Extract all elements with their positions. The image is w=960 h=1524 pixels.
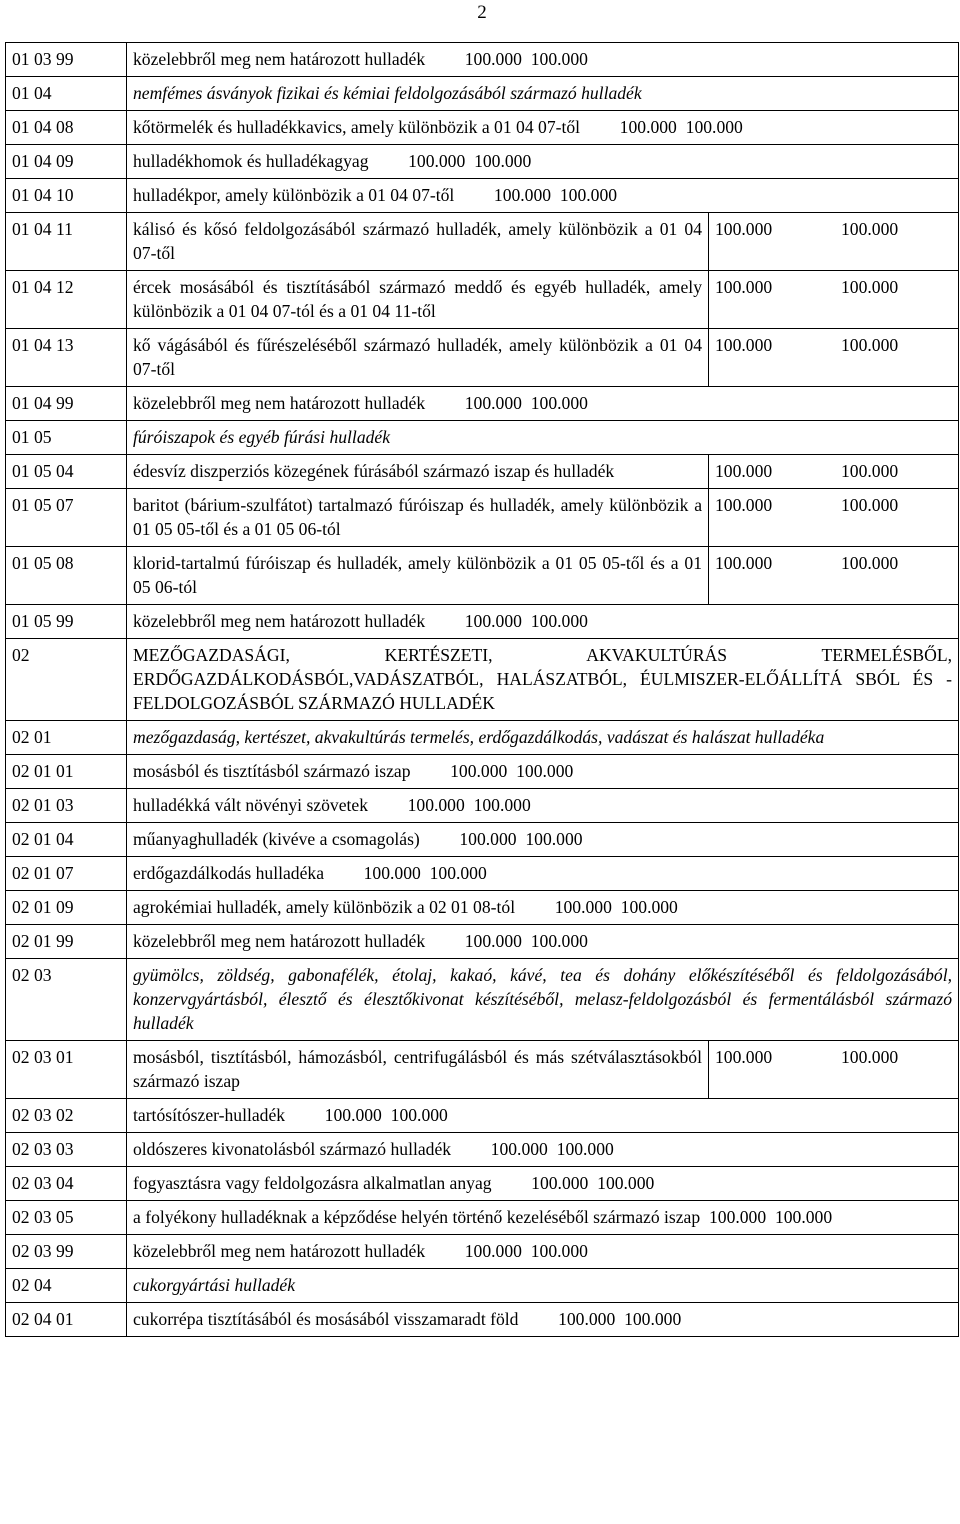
waste-description: hulladékhomok és hulladékagyag bbox=[133, 151, 369, 171]
waste-code: 01 04 13 bbox=[6, 329, 127, 387]
limit-value-1: 100.000 bbox=[715, 277, 773, 297]
group-title: gyümölcs, zöldség, gabonafélék, étolaj, kakaó, kávé, tea és dohány előkészítéséből és feldolgozásából, konzervgyártásból, élesztő és élesztőkivonat készítéséből, melasz-feldolgozásból és fermentálásból származó hulladék bbox=[127, 959, 959, 1041]
limit-value-1: 100.000 bbox=[715, 335, 773, 355]
table-row bbox=[6, 1133, 959, 1167]
group-title: cukorgyártási hulladék bbox=[127, 1269, 959, 1303]
waste-description-with-values bbox=[127, 1303, 959, 1337]
waste-description-with-values bbox=[127, 387, 959, 421]
waste-code: 01 04 12 bbox=[6, 271, 127, 329]
table-row bbox=[6, 489, 959, 547]
waste-code: 01 05 bbox=[6, 421, 127, 455]
waste-code: 02 03 02 bbox=[6, 1099, 127, 1133]
waste-code: 02 01 bbox=[6, 721, 127, 755]
table-row bbox=[6, 959, 959, 1041]
waste-description-with-values bbox=[127, 789, 959, 823]
limit-values bbox=[709, 271, 959, 329]
waste-code-table-body bbox=[6, 43, 959, 1337]
waste-description-with-values bbox=[127, 111, 959, 145]
limit-value-2: 100.000 bbox=[525, 829, 583, 849]
limit-value-2: 100.000 bbox=[390, 1105, 448, 1125]
limit-value-2: 100.000 bbox=[841, 553, 899, 573]
waste-code: 02 03 99 bbox=[6, 1235, 127, 1269]
limit-value-1: 100.000 bbox=[554, 897, 612, 917]
waste-description: közelebbről meg nem határozott hulladék bbox=[133, 49, 426, 69]
waste-code: 01 03 99 bbox=[6, 43, 127, 77]
waste-description-with-values bbox=[127, 925, 959, 959]
table-row bbox=[6, 891, 959, 925]
waste-description: klorid-tartalmú fúróiszap és hulladék, amely különbözik a 01 05 05-től és a 01 05 06-tól bbox=[127, 547, 709, 605]
waste-description-with-values bbox=[127, 1167, 959, 1201]
table-row bbox=[6, 1201, 959, 1235]
limit-values bbox=[709, 1041, 959, 1099]
waste-code: 02 03 bbox=[6, 959, 127, 1041]
waste-code: 02 03 05 bbox=[6, 1201, 127, 1235]
limit-value-1: 100.000 bbox=[558, 1309, 616, 1329]
waste-code: 02 04 01 bbox=[6, 1303, 127, 1337]
waste-description: közelebbről meg nem határozott hulladék bbox=[133, 393, 426, 413]
limit-value-1: 100.000 bbox=[715, 461, 773, 481]
table-row bbox=[6, 789, 959, 823]
table-row bbox=[6, 925, 959, 959]
waste-description: hulladékpor, amely különbözik a 01 04 07-től bbox=[133, 185, 455, 205]
limit-value-1: 100.000 bbox=[708, 1207, 767, 1227]
waste-description: kőtörmelék és hulladékkavics, amely különbözik a 01 04 07-től bbox=[133, 117, 581, 137]
waste-description-with-values bbox=[127, 891, 959, 925]
waste-description: mosásból és tisztításból származó iszap bbox=[133, 761, 411, 781]
limit-values bbox=[709, 455, 959, 489]
table-row bbox=[6, 271, 959, 329]
limit-value-2: 100.000 bbox=[473, 795, 531, 815]
table-row bbox=[6, 387, 959, 421]
limit-value-1: 100.000 bbox=[490, 1139, 548, 1159]
waste-description: édesvíz diszperziós közegének fúrásából származó iszap és hulladék bbox=[127, 455, 709, 489]
page-number: 2 bbox=[477, 2, 487, 23]
limit-value-2: 100.000 bbox=[624, 1309, 682, 1329]
table-row bbox=[6, 145, 959, 179]
waste-description: közelebbről meg nem határozott hulladék bbox=[133, 931, 426, 951]
waste-description: a folyékony hulladéknak a képződése helyén történő kezeléséből származó iszap bbox=[133, 1207, 701, 1227]
limit-values bbox=[709, 489, 959, 547]
limit-value-2: 100.000 bbox=[841, 1047, 899, 1067]
table-row bbox=[6, 213, 959, 271]
waste-code: 01 05 99 bbox=[6, 605, 127, 639]
waste-description-with-values bbox=[127, 857, 959, 891]
limit-value-1: 100.000 bbox=[408, 151, 466, 171]
table-row bbox=[6, 43, 959, 77]
table-row bbox=[6, 1235, 959, 1269]
table-row bbox=[6, 755, 959, 789]
table-row bbox=[6, 111, 959, 145]
waste-description: erdőgazdálkodás hulladéka bbox=[133, 863, 325, 883]
limit-value-2: 100.000 bbox=[841, 495, 899, 515]
waste-description-with-values bbox=[127, 755, 959, 789]
limit-value-1: 100.000 bbox=[715, 1047, 773, 1067]
waste-code: 02 04 bbox=[6, 1269, 127, 1303]
waste-description-with-values bbox=[127, 1235, 959, 1269]
waste-code: 01 04 10 bbox=[6, 179, 127, 213]
table-row bbox=[6, 639, 959, 721]
limit-value-2: 100.000 bbox=[530, 49, 588, 69]
table-row bbox=[6, 547, 959, 605]
limit-value-1: 100.000 bbox=[464, 49, 522, 69]
limit-value-1: 100.000 bbox=[715, 219, 773, 239]
limit-value-2: 100.000 bbox=[841, 461, 899, 481]
waste-code: 01 04 99 bbox=[6, 387, 127, 421]
limit-value-1: 100.000 bbox=[464, 393, 522, 413]
limit-values bbox=[709, 547, 959, 605]
limit-value-2: 100.000 bbox=[559, 185, 618, 205]
waste-description: fogyasztásra vagy feldolgozásra alkalmatlan anyag bbox=[133, 1173, 492, 1193]
limit-value-2: 100.000 bbox=[429, 863, 487, 883]
waste-description: tartósítószer-hulladék bbox=[133, 1105, 286, 1125]
limit-value-2: 100.000 bbox=[530, 611, 588, 631]
limit-value-2: 100.000 bbox=[516, 761, 574, 781]
limit-value-1: 100.000 bbox=[715, 495, 773, 515]
waste-code: 01 04 11 bbox=[6, 213, 127, 271]
waste-description-with-values bbox=[127, 1133, 959, 1167]
limit-value-2: 100.000 bbox=[685, 117, 743, 137]
limit-value-2: 100.000 bbox=[530, 931, 588, 951]
table-row bbox=[6, 77, 959, 111]
limit-values bbox=[709, 213, 959, 271]
waste-description-with-values bbox=[127, 43, 959, 77]
limit-value-1: 100.000 bbox=[450, 761, 508, 781]
waste-code: 01 05 04 bbox=[6, 455, 127, 489]
waste-code: 01 05 07 bbox=[6, 489, 127, 547]
limit-value-1: 100.000 bbox=[459, 829, 517, 849]
limit-value-2: 100.000 bbox=[841, 277, 899, 297]
waste-code: 02 03 01 bbox=[6, 1041, 127, 1099]
limit-value-1: 100.000 bbox=[619, 117, 677, 137]
group-title: fúróiszapok és egyéb fúrási hulladék bbox=[127, 421, 959, 455]
limit-value-1: 100.000 bbox=[464, 931, 522, 951]
table-row bbox=[6, 455, 959, 489]
table-row bbox=[6, 1269, 959, 1303]
limit-value-1: 100.000 bbox=[363, 863, 421, 883]
waste-description: műanyaghulladék (kivéve a csomagolás) bbox=[133, 829, 420, 849]
waste-code: 02 01 99 bbox=[6, 925, 127, 959]
waste-description: oldószeres kivonatolásból származó hulladék bbox=[133, 1139, 452, 1159]
limit-value-2: 100.000 bbox=[774, 1207, 833, 1227]
waste-code: 01 04 08 bbox=[6, 111, 127, 145]
waste-description: baritot (bárium-szulfátot) tartalmazó fúróiszap és hulladék, amely különbözik a 01 05 05-től és a 01 05 06-tól bbox=[127, 489, 709, 547]
waste-code-table bbox=[5, 42, 959, 1337]
group-title: nemfémes ásványok fizikai és kémiai feldolgozásából származó hulladék bbox=[127, 77, 959, 111]
waste-description-with-values bbox=[127, 145, 959, 179]
waste-code: 02 03 04 bbox=[6, 1167, 127, 1201]
waste-code: 02 01 09 bbox=[6, 891, 127, 925]
waste-description: közelebbről meg nem határozott hulladék bbox=[133, 611, 426, 631]
waste-description: agrokémiai hulladék, amely különbözik a 02 01 08-tól bbox=[133, 897, 516, 917]
table-row bbox=[6, 1303, 959, 1337]
limit-value-1: 100.000 bbox=[531, 1173, 589, 1193]
limit-value-2: 100.000 bbox=[597, 1173, 655, 1193]
table-row bbox=[6, 1099, 959, 1133]
limit-value-2: 100.000 bbox=[620, 897, 678, 917]
limit-value-2: 100.000 bbox=[530, 393, 588, 413]
waste-code: 01 04 09 bbox=[6, 145, 127, 179]
limit-values bbox=[709, 329, 959, 387]
waste-description-with-values bbox=[127, 1201, 959, 1235]
waste-description: kálisó és kősó feldolgozásából származó hulladék, amely különbözik a 01 04 07-től bbox=[127, 213, 709, 271]
limit-value-1: 100.000 bbox=[324, 1105, 382, 1125]
table-row bbox=[6, 179, 959, 213]
limit-value-2: 100.000 bbox=[530, 1241, 588, 1261]
table-row bbox=[6, 605, 959, 639]
limit-value-2: 100.000 bbox=[841, 219, 899, 239]
limit-value-2: 100.000 bbox=[841, 335, 899, 355]
waste-code: 02 01 04 bbox=[6, 823, 127, 857]
waste-description: ércek mosásából és tisztításából származó meddő és egyéb hulladék, amely különbözik a 01 04 07-tól és a 01 04 11-től bbox=[127, 271, 709, 329]
waste-code: 02 bbox=[6, 639, 127, 721]
table-row bbox=[6, 721, 959, 755]
waste-description-with-values bbox=[127, 605, 959, 639]
table-row bbox=[6, 823, 959, 857]
waste-code: 02 01 01 bbox=[6, 755, 127, 789]
table-row bbox=[6, 421, 959, 455]
limit-value-1: 100.000 bbox=[407, 795, 465, 815]
waste-code: 02 03 03 bbox=[6, 1133, 127, 1167]
waste-description-with-values bbox=[127, 179, 959, 213]
waste-code: 01 05 08 bbox=[6, 547, 127, 605]
table-row bbox=[6, 1167, 959, 1201]
waste-description: kő vágásából és fűrészeléséből származó hulladék, amely különbözik a 01 04 07-től bbox=[127, 329, 709, 387]
waste-description-with-values bbox=[127, 823, 959, 857]
limit-value-2: 100.000 bbox=[474, 151, 532, 171]
chapter-title: MEZŐGAZDASÁGI, KERTÉSZETI, AKVAKULTÚRÁS TERMELÉSBŐL, ERDŐGAZDÁLKODÁSBÓL,VADÁSZATBÓL, HALÁSZATBÓL, ÉULMISZER-ELŐÁLLÍTÁ SBÓL ÉS -FELDOLGOZÁSBÓL SZÁRMAZÓ HULLADÉK bbox=[127, 639, 959, 721]
waste-description-with-values bbox=[127, 1099, 959, 1133]
limit-value-1: 100.000 bbox=[715, 553, 773, 573]
waste-description: közelebbről meg nem határozott hulladék bbox=[133, 1241, 426, 1261]
waste-description: hulladékká vált növényi szövetek bbox=[133, 795, 368, 815]
waste-description: mosásból, tisztításból, hámozásból, centrifugálásból és más szétválasztásokból származó iszap bbox=[127, 1041, 709, 1099]
waste-code: 02 01 03 bbox=[6, 789, 127, 823]
table-row bbox=[6, 329, 959, 387]
limit-value-1: 100.000 bbox=[493, 185, 552, 205]
table-row bbox=[6, 857, 959, 891]
table-row bbox=[6, 1041, 959, 1099]
limit-value-1: 100.000 bbox=[464, 1241, 522, 1261]
waste-code: 02 01 07 bbox=[6, 857, 127, 891]
group-title: mezőgazdaság, kertészet, akvakultúrás termelés, erdőgazdálkodás, vadászat és halászat hulladéka bbox=[127, 721, 959, 755]
limit-value-2: 100.000 bbox=[556, 1139, 614, 1159]
limit-value-1: 100.000 bbox=[464, 611, 522, 631]
waste-code: 01 04 bbox=[6, 77, 127, 111]
waste-description: cukorrépa tisztításából és mosásából visszamaradt föld bbox=[133, 1309, 519, 1329]
